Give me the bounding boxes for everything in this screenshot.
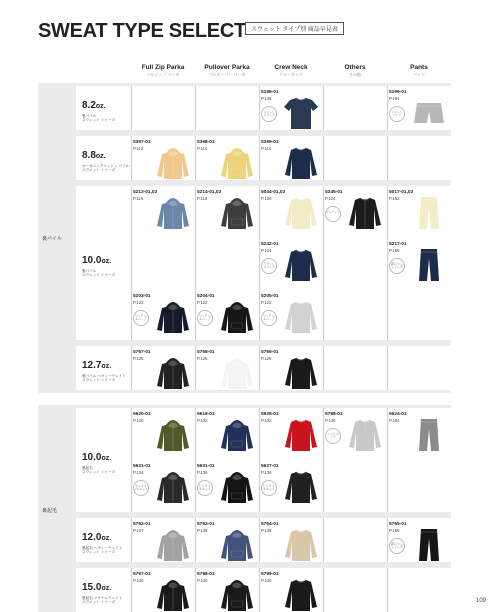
product-page: P.114 — [197, 146, 208, 151]
weight-unit: oz. — [95, 103, 106, 110]
product-cell[interactable] — [195, 350, 259, 402]
weight-description — [82, 114, 115, 122]
product-page: P.145 — [261, 96, 272, 101]
weight-unit: oz. — [101, 258, 112, 265]
column-header-sublabel: その他 — [349, 72, 361, 77]
product-cell[interactable] — [195, 294, 259, 346]
product-code: 5762-01 — [133, 522, 151, 527]
garment-image — [409, 247, 449, 283]
description-line: スウェット シリーズ — [82, 470, 116, 475]
column-header-label: Crew Neck — [274, 64, 308, 71]
feature-badge: ラグラン スリーブ — [261, 258, 277, 274]
garment-image — [409, 527, 449, 563]
garment-image — [217, 527, 257, 563]
garment-image — [217, 469, 257, 505]
garment-image — [217, 145, 257, 181]
product-code: 5764-01 — [261, 522, 279, 527]
product-page: P.126 — [197, 356, 208, 361]
description-line: 裏起毛 ヘヴィーウェイト — [82, 546, 123, 550]
page-subtitle: スウェット タイプ別 商品早見表 — [245, 22, 344, 35]
garment-image — [153, 577, 193, 612]
product-cell[interactable] — [259, 294, 323, 346]
product-code: 5627-01 — [261, 464, 279, 469]
column-header-pullover-parka — [195, 64, 259, 78]
product-code: 5044-01,02 — [261, 190, 286, 195]
column-divider — [323, 86, 324, 130]
garment-image — [217, 355, 257, 391]
column-header-crew-neck — [259, 64, 323, 78]
column-header-sublabel: フルジップ パーカ — [146, 72, 180, 77]
description-line: スウェット シリーズ — [82, 550, 116, 555]
garment-image — [281, 469, 321, 505]
garment-image — [153, 417, 193, 453]
column-headers — [131, 64, 451, 80]
column-header-label: Others — [344, 64, 366, 71]
product-page: P.132 — [261, 418, 272, 423]
feature-badge: 裾口 シャーリング — [389, 258, 405, 274]
product-code: 5621-01 — [133, 464, 151, 469]
garment-image — [345, 195, 385, 231]
product-cell[interactable] — [131, 522, 195, 574]
product-page: P.164 — [389, 96, 400, 101]
weight-description — [82, 374, 126, 382]
garment-image — [281, 145, 321, 181]
garment-image — [217, 195, 257, 231]
product-page: P.134 — [133, 470, 144, 475]
column-header-full-zip-parka — [131, 64, 195, 78]
column-header-label: Full Zip Parka — [141, 64, 185, 71]
weight-unit: oz. — [101, 535, 112, 542]
product-page: P.140 — [261, 578, 272, 583]
weight-label — [82, 360, 111, 371]
product-cell[interactable] — [131, 140, 195, 192]
product-page: P.138 — [261, 528, 272, 533]
product-page: P.124 — [261, 248, 272, 253]
garment-image — [281, 95, 321, 131]
product-code: 5765-01 — [389, 522, 407, 527]
product-page: P.140 — [133, 578, 144, 583]
product-page: P.152 — [389, 196, 400, 201]
description-line: オーガニックコットン パイル — [82, 164, 130, 168]
product-page: P.138 — [197, 528, 208, 533]
product-code: 5214-01,02 — [197, 190, 222, 195]
feature-badge: ビッグ シルエット — [133, 310, 149, 326]
product-code: 5763-01 — [197, 522, 215, 527]
product-code: 5797-01 — [133, 572, 151, 577]
product-code: 5399-01 — [261, 140, 279, 145]
feature-badge: ビッグ シルエット — [261, 310, 277, 326]
product-page: P.122 — [133, 300, 144, 305]
product-cell[interactable] — [195, 140, 259, 192]
product-cell[interactable] — [195, 464, 259, 516]
weight-label — [82, 100, 106, 111]
description-line: 裏パイル — [82, 269, 97, 273]
weight-label — [82, 452, 111, 463]
product-code: 5618-01 — [197, 412, 215, 417]
product-code: 5798-01 — [197, 572, 215, 577]
feature-badge: ビッグ シルエット — [261, 480, 277, 496]
weight-unit: oz. — [95, 153, 106, 160]
product-code: 5199-01 — [389, 90, 407, 95]
product-code: 5242-01 — [261, 242, 279, 247]
garment-image — [153, 195, 193, 231]
product-cell[interactable] — [131, 464, 195, 516]
product-cell[interactable] — [387, 242, 451, 294]
product-cell[interactable] — [387, 90, 451, 142]
weight-description — [82, 546, 122, 554]
product-page: P.112 — [133, 146, 144, 151]
product-cell[interactable] — [259, 412, 323, 464]
weight-unit: oz. — [101, 585, 112, 592]
weight-unit: oz. — [101, 455, 112, 462]
product-page: P.118 — [197, 196, 208, 201]
garment-image — [281, 247, 321, 283]
garment-image — [153, 469, 193, 505]
garment-image — [409, 417, 449, 453]
product-page: P.156 — [389, 248, 400, 253]
product-code: 5769-01 — [261, 350, 279, 355]
weight-value: 12.0 — [82, 532, 102, 543]
section-label — [38, 86, 76, 390]
column-header-sublabel: パンツ — [413, 72, 425, 77]
product-code: 5928-01 — [261, 412, 279, 417]
garment-image — [281, 299, 321, 335]
garment-image — [281, 577, 321, 612]
section-label — [38, 408, 76, 612]
product-cell[interactable] — [387, 522, 451, 574]
product-code: 5788-01 — [325, 412, 343, 417]
product-cell[interactable] — [195, 572, 259, 612]
feature-badge: ジャケット — [325, 206, 341, 222]
column-divider — [131, 86, 132, 130]
garment-image — [281, 195, 321, 231]
feature-badge: 裾口 シャーリング — [389, 538, 405, 554]
garment-image — [217, 577, 257, 612]
product-page: P.130 — [133, 418, 144, 423]
weight-value: 8.8 — [82, 150, 96, 161]
description-line: スウェット シリーズ — [82, 118, 116, 123]
weight-value: 10.0 — [82, 452, 102, 463]
garment-image — [281, 355, 321, 391]
column-divider — [323, 568, 324, 612]
garment-image — [153, 299, 193, 335]
product-code: 5624-01 — [389, 412, 407, 417]
garment-image — [281, 527, 321, 563]
product-code: 5799-01 — [261, 572, 279, 577]
column-header-label: Pants — [410, 64, 428, 71]
garment-image — [409, 195, 449, 231]
product-cell[interactable] — [131, 350, 195, 402]
section-label-text: 裏パイル — [42, 236, 63, 242]
product-cell[interactable] — [387, 190, 451, 242]
product-code: 5767-01 — [133, 350, 151, 355]
product-code: 5198-01 — [261, 90, 279, 95]
column-divider — [323, 518, 324, 562]
product-code: 5203-01 — [133, 294, 151, 299]
product-code: 5397-01 — [133, 140, 151, 145]
column-header-pants — [387, 64, 451, 78]
product-page: P.137 — [133, 528, 144, 533]
product-cell[interactable] — [259, 90, 323, 142]
weight-description — [82, 164, 129, 172]
product-code: 5398-01 — [197, 140, 215, 145]
description-line: スウェット シリーズ — [82, 600, 116, 605]
feature-badge: ビッグ シルエット — [197, 480, 213, 496]
product-cell[interactable] — [259, 572, 323, 612]
product-grid — [38, 86, 451, 605]
product-page: P.122 — [197, 300, 208, 305]
page-title: SWEAT TYPE SELECT — [38, 20, 246, 42]
product-page: P.122 — [261, 300, 272, 305]
feature-badge: ショート パンツ — [389, 106, 405, 122]
garment-image — [345, 417, 385, 453]
weight-value: 15.0 — [82, 582, 102, 593]
column-divider — [195, 86, 196, 130]
product-page: P.136 — [197, 470, 208, 475]
description-line: スウェット シリーズ — [82, 378, 116, 383]
description-line: 裏パイル — [82, 114, 97, 118]
product-cell[interactable] — [131, 412, 195, 464]
product-page: P.156 — [389, 528, 400, 533]
product-cell[interactable] — [195, 190, 259, 242]
description-line: スウェット シリーズ — [82, 273, 116, 278]
weight-value: 12.7 — [82, 360, 102, 371]
garment-image — [153, 145, 193, 181]
product-cell[interactable] — [387, 412, 451, 464]
column-divider — [387, 568, 388, 612]
product-cell[interactable] — [131, 572, 195, 612]
product-page: P.154 — [389, 418, 400, 423]
garment-image — [153, 527, 193, 563]
product-code: 5768-01 — [197, 350, 215, 355]
description-line: 裏起毛 マグナムウェイト — [82, 596, 123, 600]
feature-badge: ビッグ シルエット — [197, 310, 213, 326]
description-line: スウェット シリーズ — [82, 168, 116, 173]
weight-value: 10.0 — [82, 255, 102, 266]
weight-description — [82, 466, 115, 474]
product-page: P.126 — [261, 356, 272, 361]
product-cell[interactable] — [131, 190, 195, 242]
weight-label — [82, 582, 111, 593]
product-page: P.116 — [133, 196, 144, 201]
description-line: 裏起毛 — [82, 466, 93, 470]
product-cell[interactable] — [259, 464, 323, 516]
garment-image — [409, 95, 449, 131]
weight-unit: oz. — [101, 363, 112, 370]
product-cell[interactable] — [259, 190, 323, 242]
product-code: 5217-01 — [389, 242, 407, 247]
garment-image — [217, 299, 257, 335]
garment-image — [153, 355, 193, 391]
weight-value: 8.2 — [82, 100, 96, 111]
garment-image — [281, 417, 321, 453]
product-page: P.125 — [133, 356, 144, 361]
product-page: P.136 — [325, 418, 336, 423]
product-code: 5017-01,02 — [389, 190, 414, 195]
product-cell[interactable] — [259, 242, 323, 294]
product-page: P.140 — [197, 578, 208, 583]
column-divider — [387, 136, 388, 180]
column-header-others — [323, 64, 387, 78]
page-number: 109 — [476, 598, 487, 604]
product-page: P.124 — [325, 196, 336, 201]
column-divider — [323, 346, 324, 390]
weight-label — [82, 150, 106, 161]
weight-description — [82, 269, 115, 277]
column-header-sublabel: クルーネック — [279, 72, 303, 77]
product-cell[interactable] — [259, 522, 323, 574]
product-cell[interactable] — [323, 412, 387, 464]
product-page: P.136 — [261, 470, 272, 475]
weight-label — [82, 255, 111, 266]
product-page: P.132 — [197, 418, 208, 423]
product-code: 5213-01,02 — [133, 190, 158, 195]
product-code: 5631-01 — [197, 464, 215, 469]
description-line: 裏パイル ヘヴィーウェイト — [82, 374, 126, 378]
feature-badge: ショート スリーブ — [261, 106, 277, 122]
product-page: P.120 — [261, 196, 272, 201]
weight-description — [82, 596, 122, 604]
weight-label — [82, 532, 111, 543]
section-label-text: 裏起毛 — [42, 508, 58, 514]
product-code: 5620-01 — [133, 412, 151, 417]
column-header-label: Pullover Parka — [204, 64, 250, 71]
product-page: P.114 — [261, 146, 272, 151]
product-cell[interactable] — [195, 522, 259, 574]
product-code: 5205-01 — [261, 294, 279, 299]
column-divider — [323, 136, 324, 180]
product-cell[interactable] — [259, 140, 323, 192]
feature-badge: ハーフ ジップ — [325, 428, 341, 444]
product-code: 5204-01 — [197, 294, 215, 299]
garment-image — [217, 417, 257, 453]
product-cell[interactable] — [195, 412, 259, 464]
product-cell[interactable] — [131, 294, 195, 346]
column-header-sublabel: プルオーバー パーカ — [208, 72, 246, 77]
product-cell[interactable] — [259, 350, 323, 402]
column-divider — [387, 346, 388, 390]
product-cell[interactable] — [323, 190, 387, 242]
feature-badge: ボックス シルエット — [133, 480, 149, 496]
product-code: 5245-01 — [325, 190, 343, 195]
